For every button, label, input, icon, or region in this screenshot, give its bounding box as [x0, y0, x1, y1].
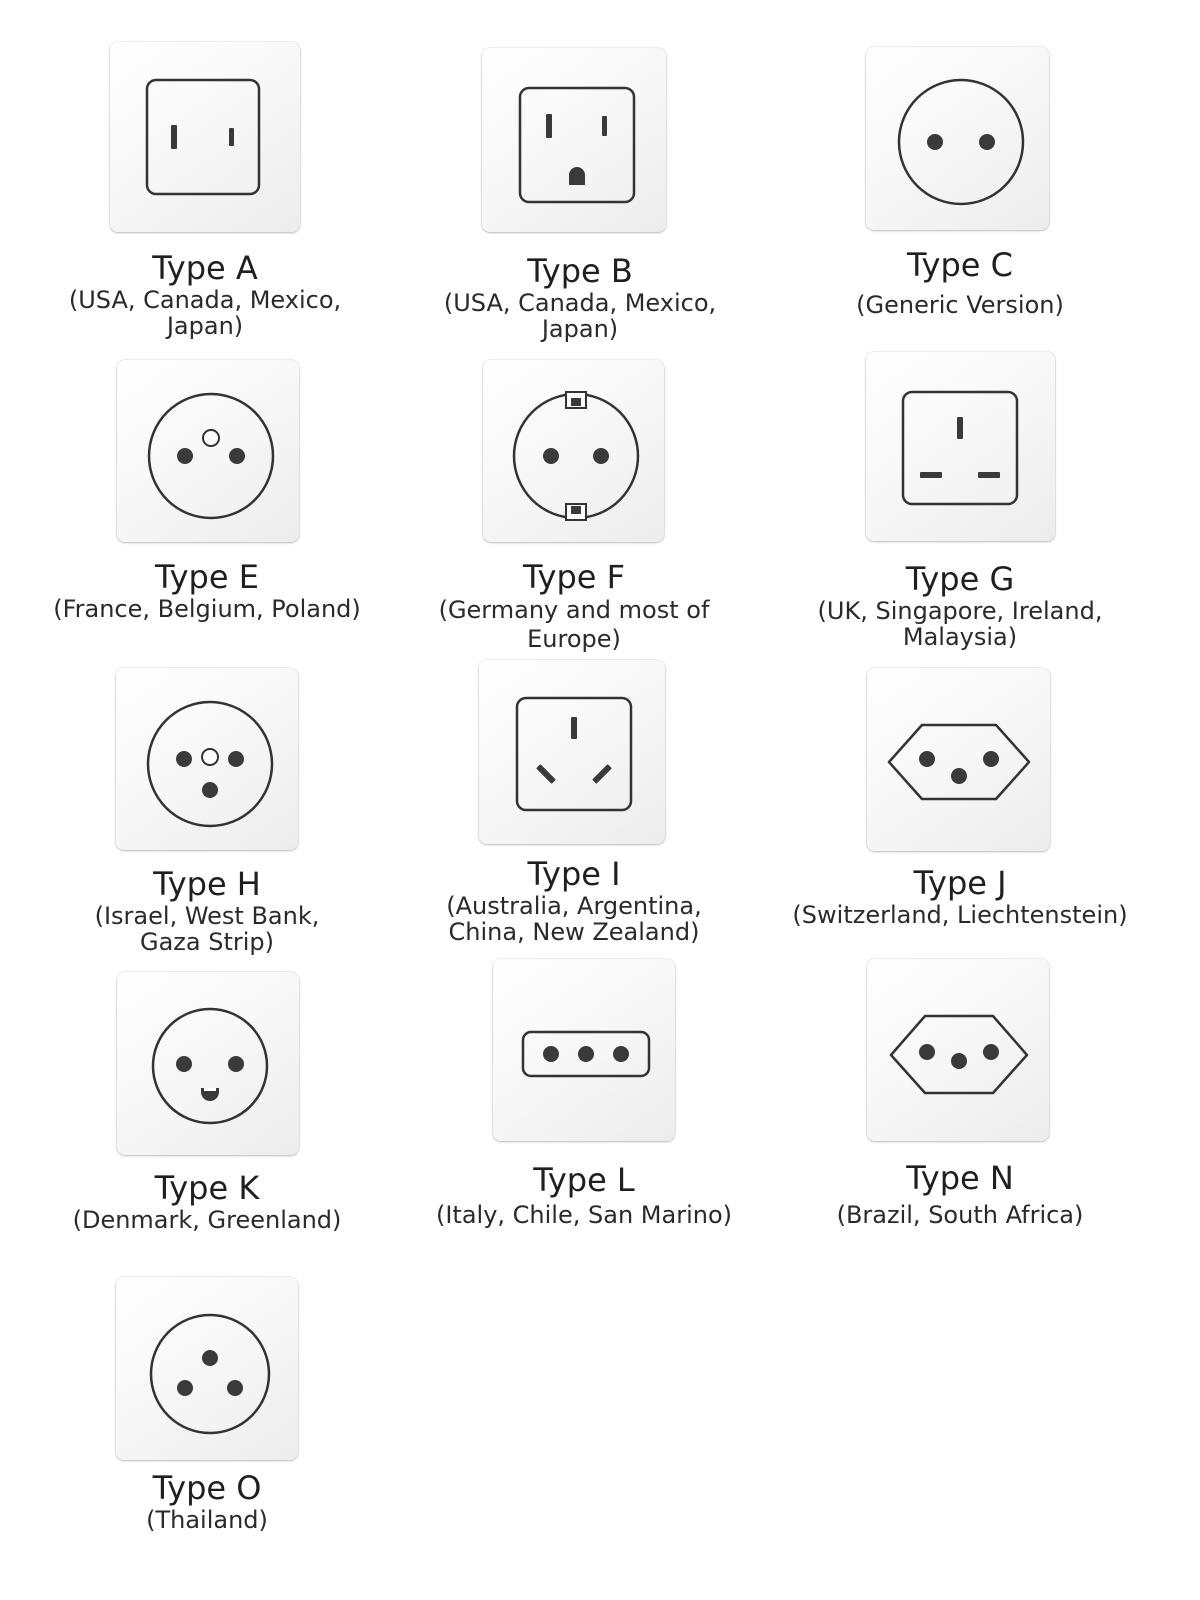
socket-label — [17, 1170, 397, 1233]
socket-plate — [866, 47, 1049, 230]
socket-plate — [110, 42, 300, 232]
socket-countries: (Germany and most of Europe) — [438, 596, 710, 653]
socket-title: Type E — [155, 558, 259, 596]
socket-label — [384, 559, 764, 654]
socket-plate — [866, 352, 1055, 541]
socket-title: Type J — [913, 864, 1007, 902]
socket-plate — [479, 660, 665, 844]
socket-countries: (USA, Canada, Mexico, Japan) — [68, 286, 342, 340]
socket-countries: (Australia, Argentina, China, New Zealand) — [446, 892, 702, 946]
type-h-socket-icon — [116, 668, 306, 858]
type-f-socket-icon — [483, 360, 673, 550]
socket-plate — [493, 959, 675, 1141]
type-g-socket-icon — [866, 352, 1056, 542]
type-b-socket-icon — [482, 48, 672, 238]
socket-title: Type C — [906, 246, 1013, 284]
socket-plate — [867, 668, 1050, 851]
socket-countries: (Italy, Chile, San Marino) — [435, 1201, 732, 1229]
socket-label — [770, 247, 1150, 318]
socket-label — [17, 559, 397, 622]
socket-countries: (Denmark, Greenland) — [72, 1206, 342, 1234]
type-i-socket-icon — [479, 660, 669, 850]
socket-plate — [482, 48, 666, 232]
socket-plate — [117, 360, 299, 542]
socket-label — [17, 866, 397, 955]
socket-label — [15, 250, 395, 339]
socket-title: Type A — [152, 249, 258, 287]
socket-countries: (Israel, West Bank, Gaza Strip) — [94, 902, 320, 956]
socket-title: Type O — [152, 1469, 262, 1507]
socket-label — [394, 1162, 774, 1228]
socket-countries: (Switzerland, Liechtenstein) — [792, 901, 1128, 929]
socket-label — [770, 561, 1150, 650]
socket-countries: (USA, Canada, Mexico, Japan) — [443, 289, 717, 343]
type-c-socket-icon — [866, 47, 1056, 237]
socket-countries: (Thailand) — [146, 1506, 268, 1534]
socket-countries: (UK, Singapore, Ireland, Malaysia) — [817, 597, 1103, 651]
socket-title: Type B — [527, 252, 633, 290]
socket-countries: (Brazil, South Africa) — [836, 1201, 1084, 1229]
socket-title: Type L — [533, 1161, 635, 1199]
type-k-socket-icon — [117, 972, 307, 1162]
socket-countries: (France, Belgium, Poland) — [53, 595, 361, 623]
socket-plate — [117, 972, 299, 1155]
socket-title: Type N — [906, 1159, 1014, 1197]
socket-label — [17, 1470, 397, 1533]
type-a-socket-icon — [110, 42, 300, 232]
type-n-socket-icon — [867, 959, 1057, 1149]
socket-plate — [116, 668, 298, 850]
socket-title: Type I — [527, 855, 621, 893]
type-e-socket-icon — [117, 360, 307, 550]
socket-label — [390, 253, 770, 342]
socket-plate — [867, 959, 1049, 1141]
type-j-socket-icon — [867, 668, 1057, 858]
socket-label — [770, 865, 1150, 928]
type-o-socket-icon — [116, 1277, 306, 1467]
socket-label — [770, 1160, 1150, 1228]
socket-title: Type G — [905, 560, 1015, 598]
type-l-socket-icon — [493, 959, 683, 1149]
socket-plate — [483, 360, 664, 542]
socket-title: Type H — [153, 865, 261, 903]
socket-plate — [116, 1277, 298, 1460]
socket-title: Type K — [154, 1169, 260, 1207]
socket-label — [384, 856, 764, 945]
socket-title: Type F — [522, 558, 626, 596]
socket-countries: (Generic Version) — [856, 291, 1064, 319]
